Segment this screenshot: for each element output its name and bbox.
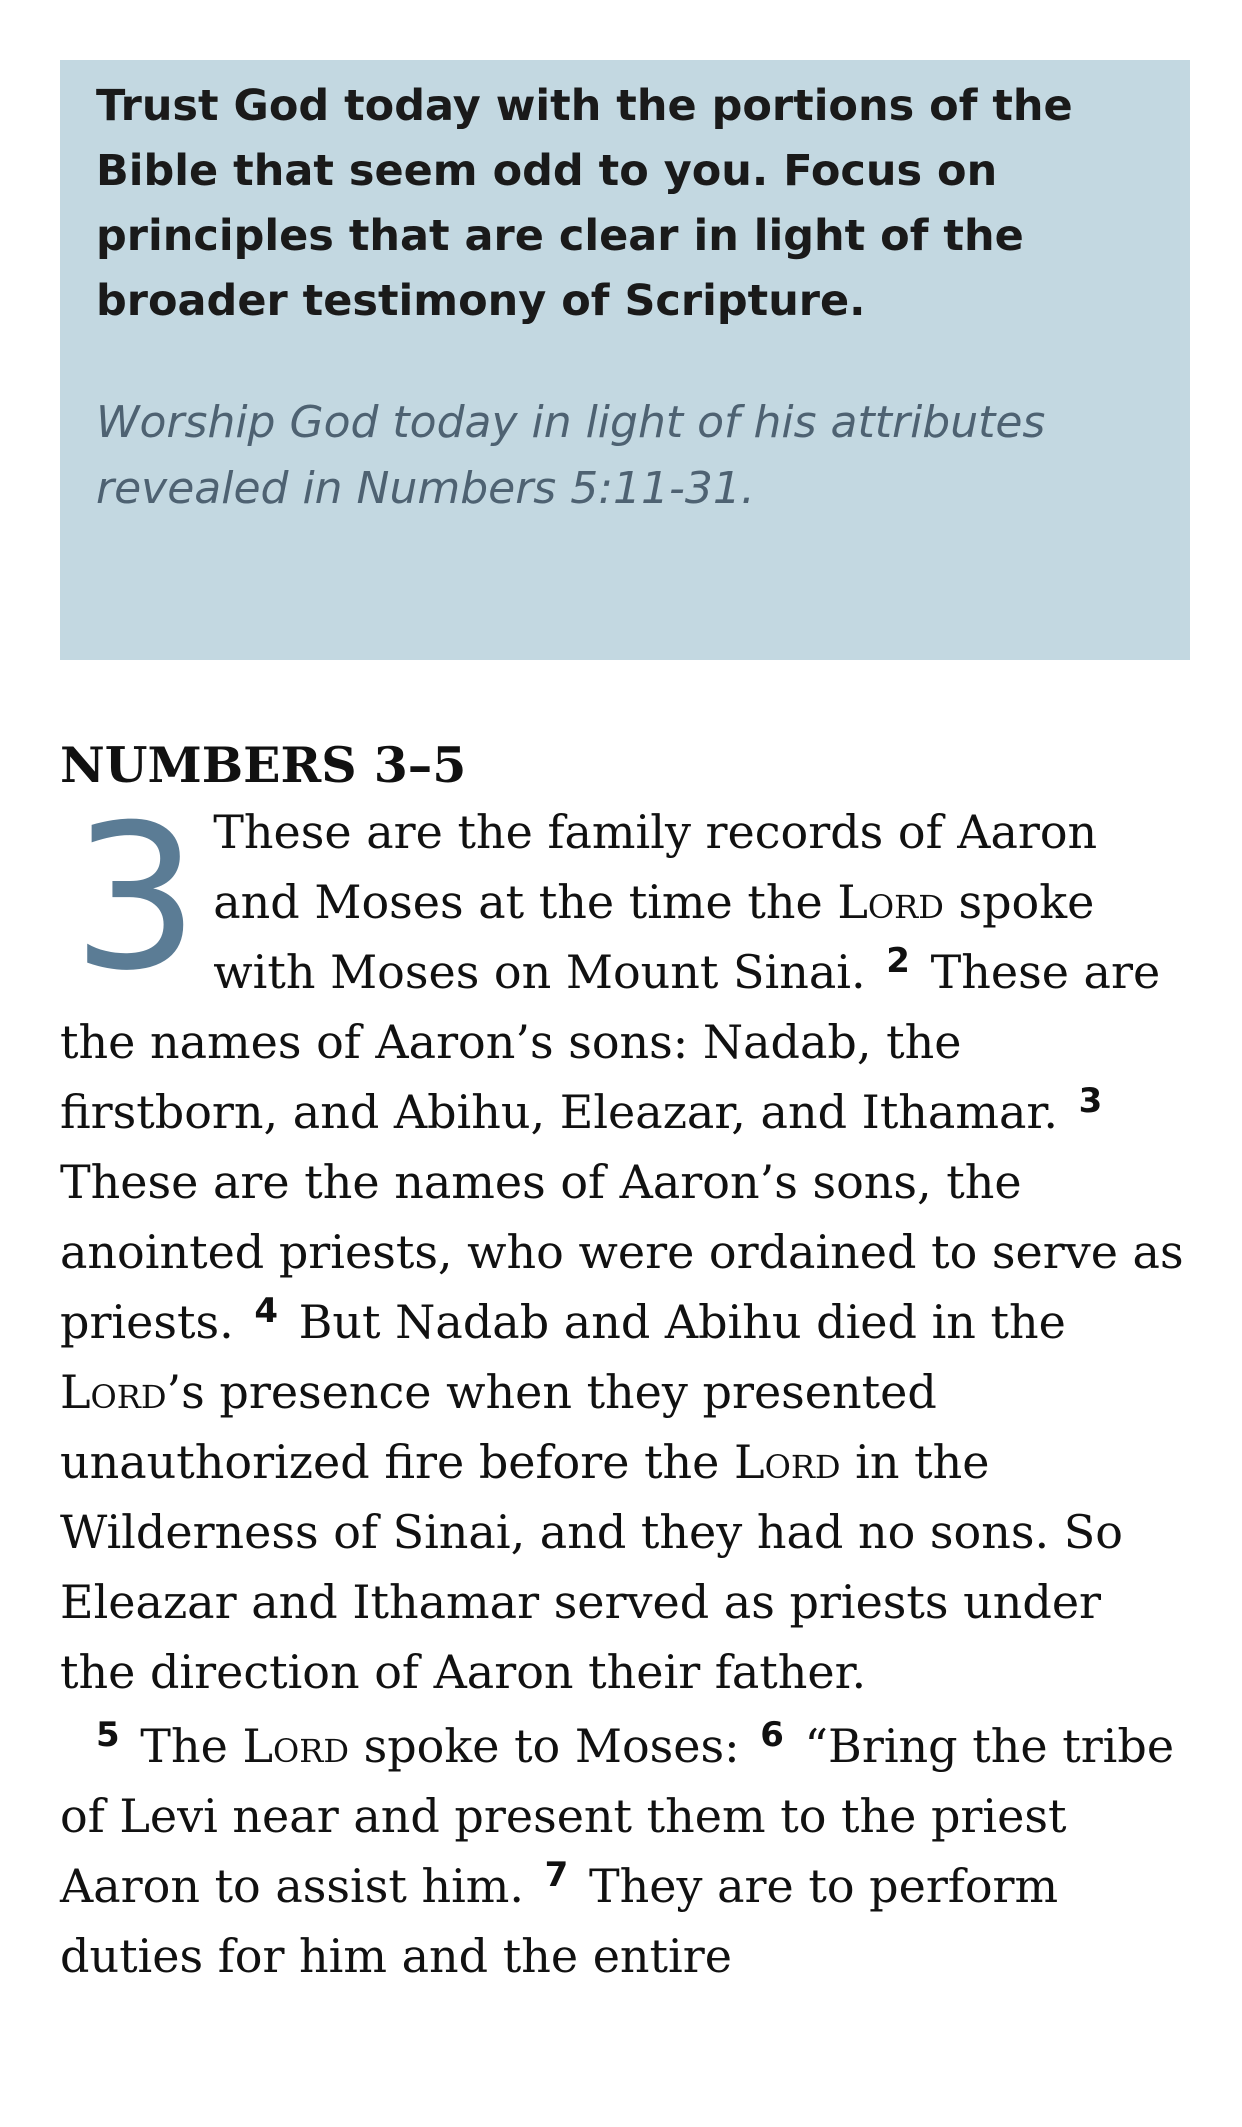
verse-number-3[interactable]: 3	[1078, 1080, 1103, 1121]
chapter-drop-cap: 3	[72, 782, 200, 1015]
verse-text: spoke with Moses on Mount Sinai.	[213, 875, 1095, 999]
chapter-3-paragraph-1	[60, 782, 1190, 1707]
verse-number-6[interactable]: 6	[760, 1714, 784, 1755]
divine-name: Lord	[242, 1719, 349, 1773]
reading-heading: NUMBERS 3–5	[60, 736, 467, 794]
verse-text: These are the names of Aaron’s sons, the anointed priests, who were ordained to serve as priests.	[60, 1155, 1184, 1349]
scripture-reading	[60, 735, 1190, 1991]
divine-name: Lord	[734, 1435, 841, 1489]
verse-number-7[interactable]: 7	[544, 1854, 569, 1895]
verse-text: in the Wilderness of Sinai, and they had no sons. So Eleazar and Ithamar served as priests under the direction of Aaron their father.	[60, 1435, 1123, 1699]
verse-text: ’s presence when they presented unauthorized fire before the	[60, 1365, 937, 1489]
callout-worship-prompt: Worship God today in light of his attributes revealed in Numbers 5:11-31.	[96, 397, 1046, 514]
verse-text: The	[140, 1719, 243, 1773]
verse-number-2[interactable]: 2	[886, 940, 910, 981]
devotional-callout	[60, 60, 1190, 660]
verse-number-5[interactable]: 5	[96, 1714, 120, 1755]
divine-name: Lord	[837, 875, 944, 929]
verse-text: “Bring the tribe of Levi near and present them to the priest Aaron to assist him.	[60, 1719, 1175, 1913]
verse-text: They are to perform duties for him and the entire	[60, 1859, 1059, 1983]
chapter-3-paragraph-2	[60, 1711, 1190, 1991]
verse-text: These are the names of Aaron’s sons: Nadab, the firstborn, and Abihu, Eleazar, and Ithamar.	[60, 945, 1161, 1139]
verse-number-4[interactable]: 4	[254, 1290, 278, 1331]
divine-name: Lord	[60, 1365, 167, 1419]
callout-application-text: Trust God today with the portions of the Bible that seem odd to you. Focus on principles that are clear in light of the broader testimony of Scripture.	[96, 81, 1073, 326]
verse-text: But Nadab and Abihu died in the	[298, 1295, 1066, 1349]
verse-text: These are the family records of Aaron and Moses at the time the	[213, 805, 1098, 929]
verse-text: spoke to Moses:	[348, 1719, 740, 1773]
